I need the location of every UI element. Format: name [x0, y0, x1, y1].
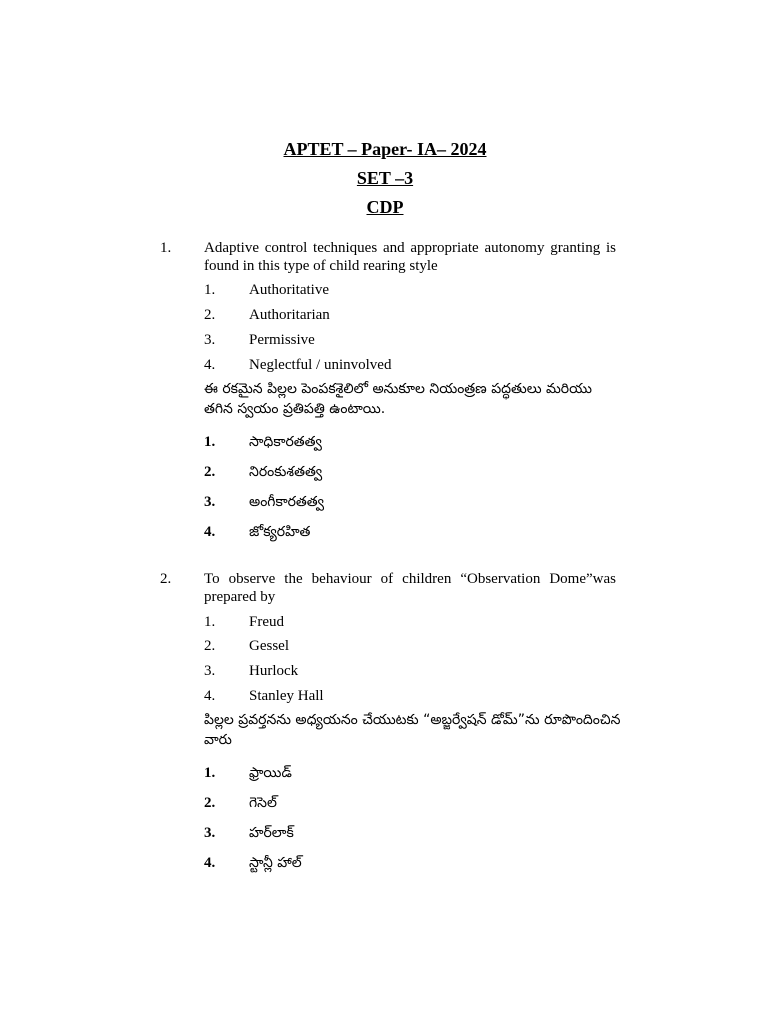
option-te-4: 4. జోక్యరహిత [204, 524, 311, 540]
option-label: Authoritative [249, 282, 329, 298]
option-label: Stanley Hall [249, 688, 324, 704]
option-te-4: 4. స్టాన్లీ హాల్ [204, 855, 302, 871]
option-label: గెసెల్ [249, 795, 277, 811]
option-te-1: 1. ఫ్రాయిడ్ [204, 765, 292, 781]
question-number: 1. [160, 240, 172, 256]
option-label: నిరంకుశతత్వ [249, 464, 323, 480]
question-text-telugu: ఈ రకమైన పిల్లల పెంపకశైలిలో అనుకూల నియంత్రణ పద్ధతులు మరియు తగిన స్వయం ప్రతిపత్తి ఉంటాయి. [204, 381, 592, 417]
option-label: Freud [249, 614, 284, 630]
subject-label: CDP [366, 197, 404, 217]
option-label: Authoritarian [249, 307, 330, 323]
option-te-3: 3. అంగీకారతత్వ [204, 494, 325, 510]
option-te-1: 1. సాధికారతత్వ [204, 434, 322, 450]
option-4: 4. Stanley Hall [204, 688, 324, 704]
option-label: Gessel [249, 638, 289, 654]
question-text: Adaptive control techniques and appropriate autonomy granting is found in this type of child rearing style [204, 240, 616, 274]
option-label: సాధికారతత్వ [249, 434, 322, 450]
option-te-3: 3. హర్‌లాక్ [204, 825, 294, 841]
option-label: స్టాన్లీ హాల్ [249, 855, 302, 871]
question-text: To observe the behaviour of children “Observation Dome”was prepared by [204, 571, 616, 605]
set-label: SET –3 [356, 168, 414, 188]
option-1: 1. Authoritative [204, 282, 329, 298]
option-label: ఫ్రాయిడ్ [249, 765, 292, 781]
option-label: Hurlock [249, 663, 299, 679]
option-2: 2. Authoritarian [204, 307, 330, 323]
question-text-telugu: పిల్లల ప్రవర్తనను అధ్యయనం చేయుటకు “అబ్జర్వేషన్ డోమ్”ను రూపొందించిన వారు [204, 712, 621, 748]
option-label: హర్‌లాక్ [249, 825, 294, 841]
option-te-2: 2. నిరంకుశతత్వ [204, 464, 323, 480]
option-3: 3. Hurlock [204, 663, 299, 679]
option-te-2: 2. గెసెల్ [204, 795, 277, 811]
option-2: 2. Gessel [204, 638, 289, 654]
option-label: జోక్యరహిత [249, 524, 311, 540]
option-label: అంగీకారతత్వ [249, 494, 325, 510]
paper-title: APTET – Paper- IA– 2024 [283, 139, 487, 159]
option-label: Neglectful / uninvolved [249, 357, 392, 373]
option-1: 1. Freud [204, 614, 284, 630]
question-number: 2. [160, 571, 172, 587]
option-4: 4. Neglectful / uninvolved [204, 357, 392, 373]
option-3: 3. Permissive [204, 332, 315, 348]
option-label: Permissive [249, 332, 315, 348]
